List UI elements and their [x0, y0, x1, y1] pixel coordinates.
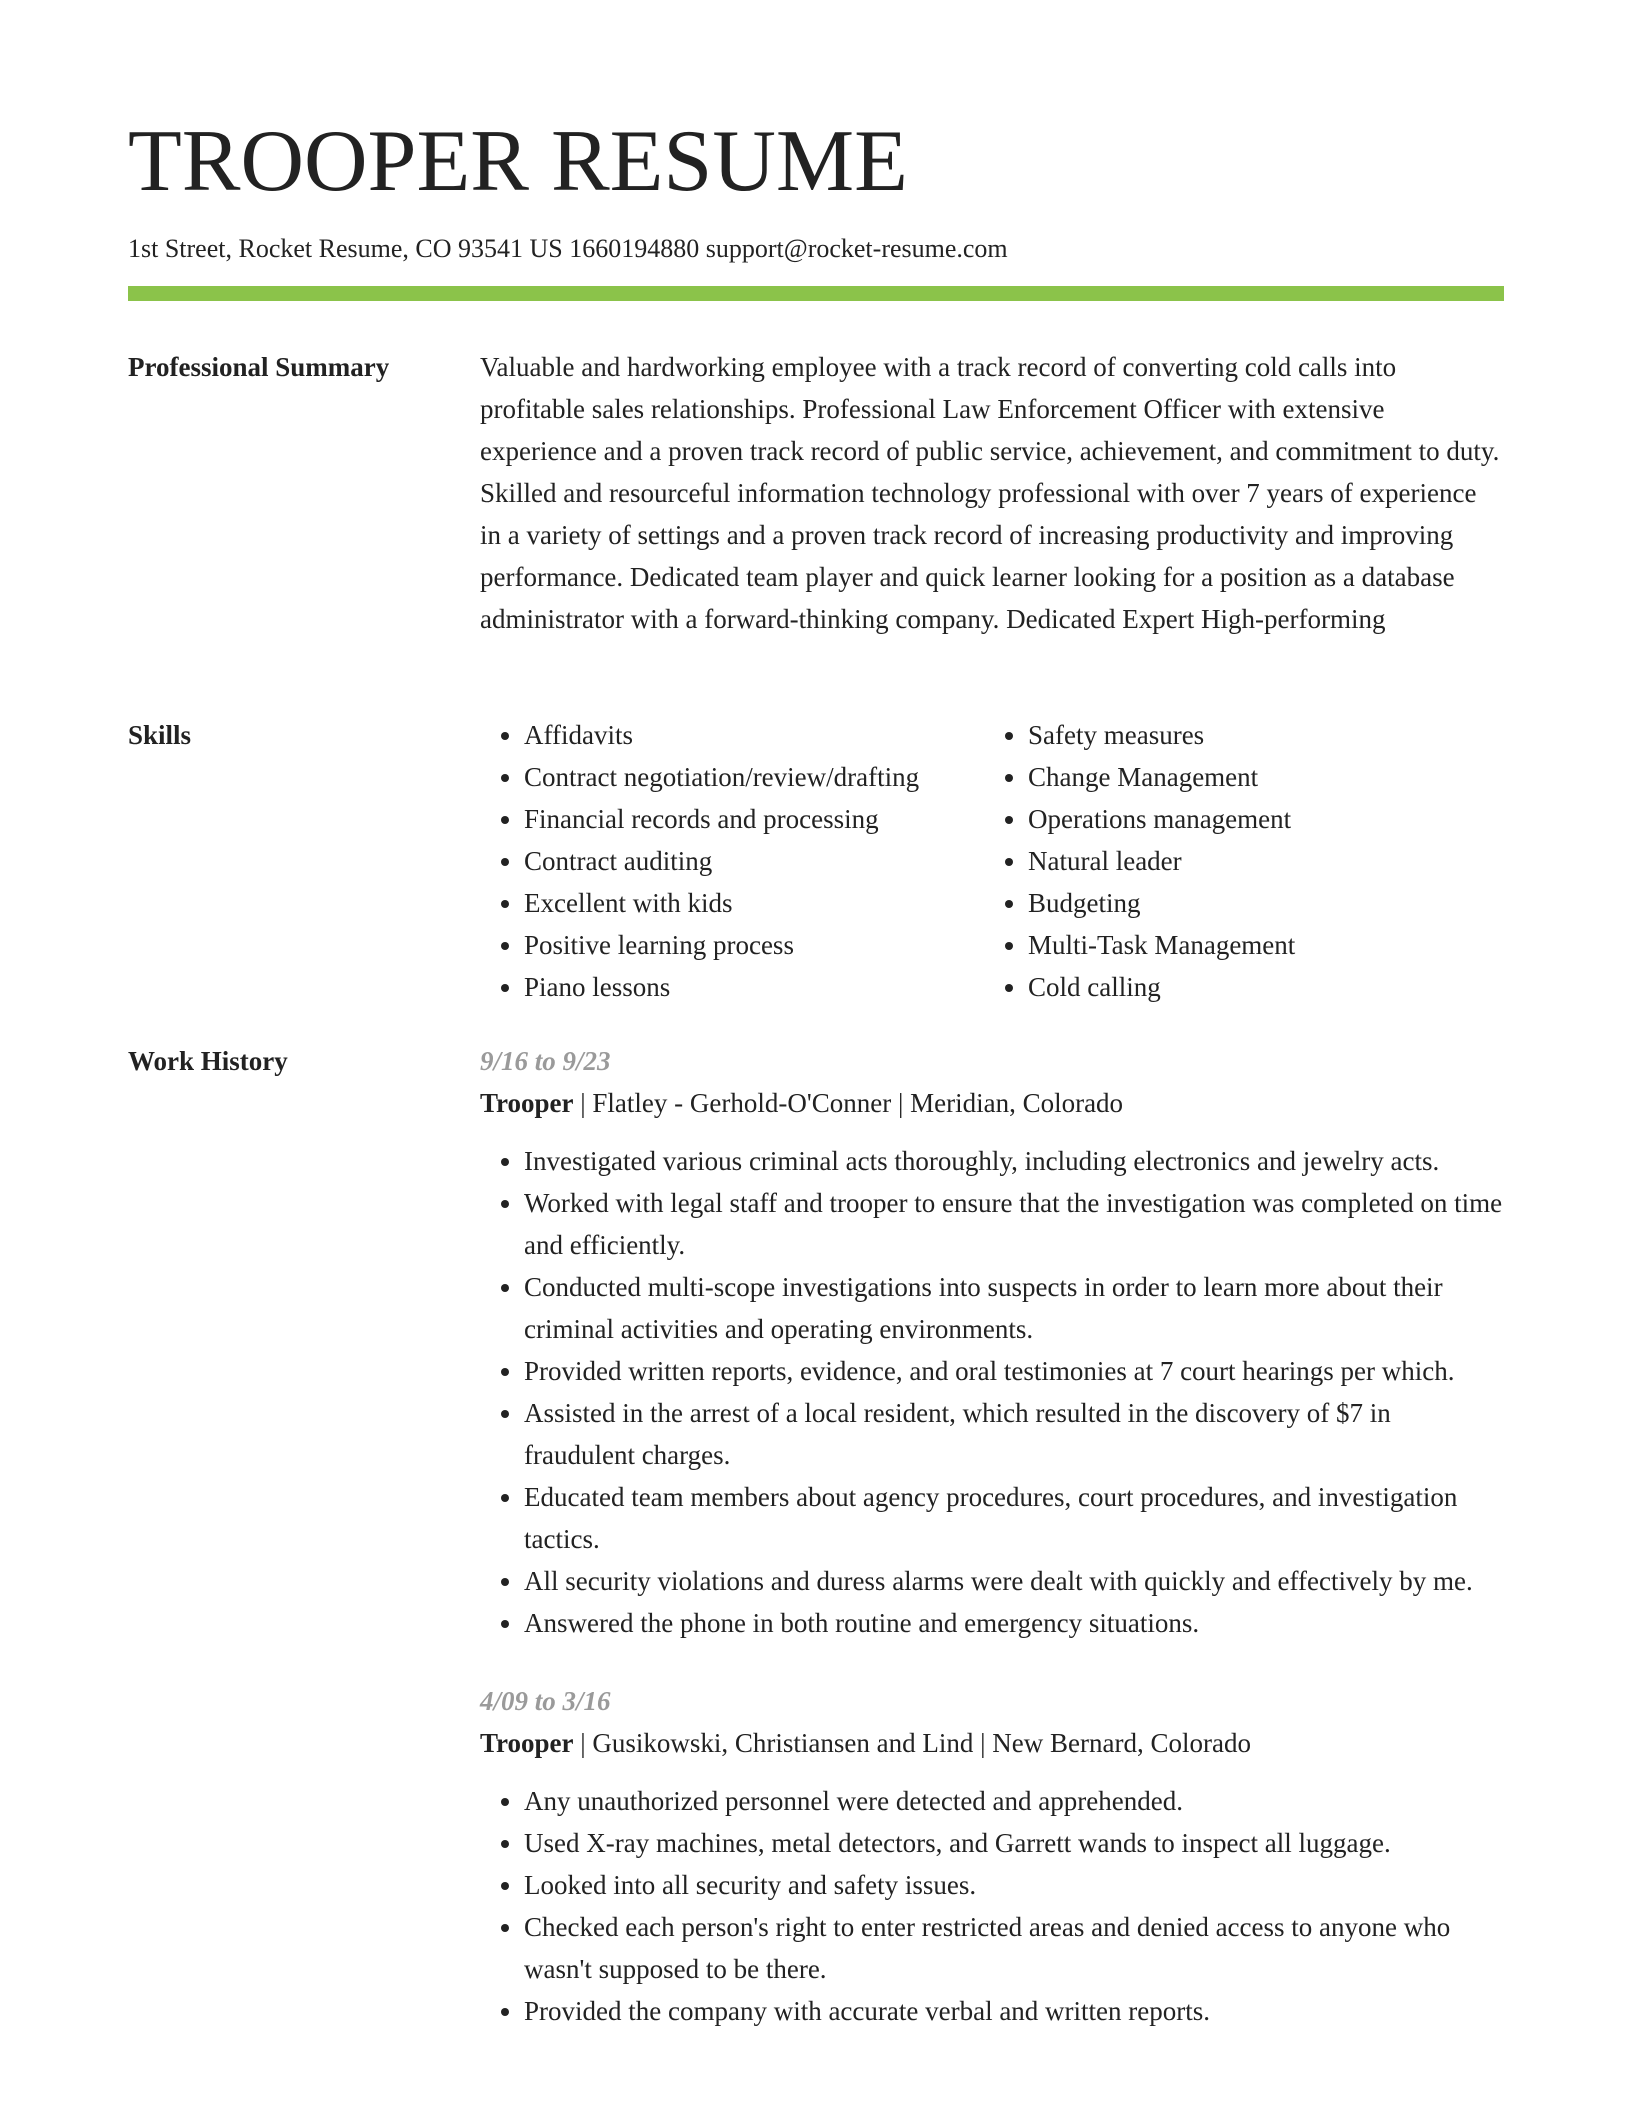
list-item: • Educated team members about agency procedures, court procedures, and investigation tactics. — [524, 1476, 1504, 1560]
contact-line: 1st Street, Rocket Resume, CO 93541 US 1660194880 support@rocket-resume.com — [128, 234, 1008, 263]
list-item: • Conducted multi-scope investigations into suspects in order to learn more about their criminal activities and operating environments. — [524, 1266, 1504, 1350]
work-title: Work History — [128, 1046, 288, 1076]
job-employer: | Gusikowski, Christiansen and Lind | New Bernard, Colorado — [573, 1728, 1251, 1758]
job-entry — [480, 1680, 1504, 2032]
list-item: • Cold calling — [1028, 966, 1488, 1008]
resume-name: TROOPER RESUME — [128, 113, 908, 210]
list-item: • Positive learning process — [524, 924, 984, 966]
job-bullets — [480, 1140, 1504, 1644]
skills-list-left — [480, 714, 984, 1008]
job-heading — [480, 1082, 1504, 1124]
summary-text: Valuable and hardworking employee with a track record of converting cold calls into profitable sales relationships. Professional Law Enforcement Officer with extensive experience and a proven track record of public service, achievement, and commitment to duty. Skilled and resourceful information technology professional with over 7 years of experience in a variety of settings and a proven track record of increasing productivity and improving performance. Dedicated team player and quick learner looking for a position as a database administrator with a forward-thinking company. Dedicated Expert High-performing — [480, 352, 1500, 634]
work-body — [480, 1040, 1504, 2032]
skills-body — [480, 714, 1504, 1008]
list-item: • Contract auditing — [524, 840, 984, 882]
list-item: • Piano lessons — [524, 966, 984, 1008]
list-item: • All security violations and duress alarms were dealt with quickly and effectively by me. — [524, 1560, 1504, 1602]
list-item: • Checked each person's right to enter restricted areas and denied access to anyone who wasn't supposed to be there. — [524, 1906, 1504, 1990]
list-item: • Change Management — [1028, 756, 1488, 798]
job-entry — [480, 1040, 1504, 1644]
skills-columns — [480, 714, 1504, 1008]
list-item: • Excellent with kids — [524, 882, 984, 924]
skills-list-right — [984, 714, 1488, 1008]
list-item: • Investigated various criminal acts thoroughly, including electronics and jewelry acts. — [524, 1140, 1504, 1182]
list-item: • Worked with legal staff and trooper to ensure that the investigation was completed on time and efficiently. — [524, 1182, 1504, 1266]
list-item: • Operations management — [1028, 798, 1488, 840]
job-heading — [480, 1722, 1504, 1764]
list-item: • Safety measures — [1028, 714, 1488, 756]
list-item: • Contract negotiation/review/drafting — [524, 756, 984, 798]
list-item: • Affidavits — [524, 714, 984, 756]
list-item: • Budgeting — [1028, 882, 1488, 924]
job-dates: 9/16 to 9/23 — [480, 1046, 611, 1076]
list-item: • Looked into all security and safety issues. — [524, 1864, 1504, 1906]
list-item: • Assisted in the arrest of a local resident, which resulted in the discovery of $7 in fraudulent charges. — [524, 1392, 1504, 1476]
list-item: • Multi-Task Management — [1028, 924, 1488, 966]
summary-title: Professional Summary — [128, 352, 390, 382]
list-item: • Used X-ray machines, metal detectors, and Garrett wands to inspect all luggage. — [524, 1822, 1504, 1864]
list-item: • Provided the company with accurate verbal and written reports. — [524, 1990, 1504, 2032]
list-item: • Any unauthorized personnel were detected and apprehended. — [524, 1780, 1504, 1822]
job-title: Trooper — [480, 1088, 574, 1118]
job-bullets — [480, 1780, 1504, 2032]
header-divider — [128, 286, 1504, 301]
job-employer: | Flatley - Gerhold-O'Conner | Meridian, Colorado — [573, 1088, 1124, 1118]
job-title: Trooper — [480, 1728, 574, 1758]
list-item: • Provided written reports, evidence, and oral testimonies at 7 court hearings per which. — [524, 1350, 1504, 1392]
list-item: • Natural leader — [1028, 840, 1488, 882]
skills-title: Skills — [128, 720, 192, 750]
list-item: • Answered the phone in both routine and emergency situations. — [524, 1602, 1504, 1644]
job-dates: 4/09 to 3/16 — [480, 1686, 611, 1716]
list-item: • Financial records and processing — [524, 798, 984, 840]
summary-body — [480, 346, 1504, 640]
